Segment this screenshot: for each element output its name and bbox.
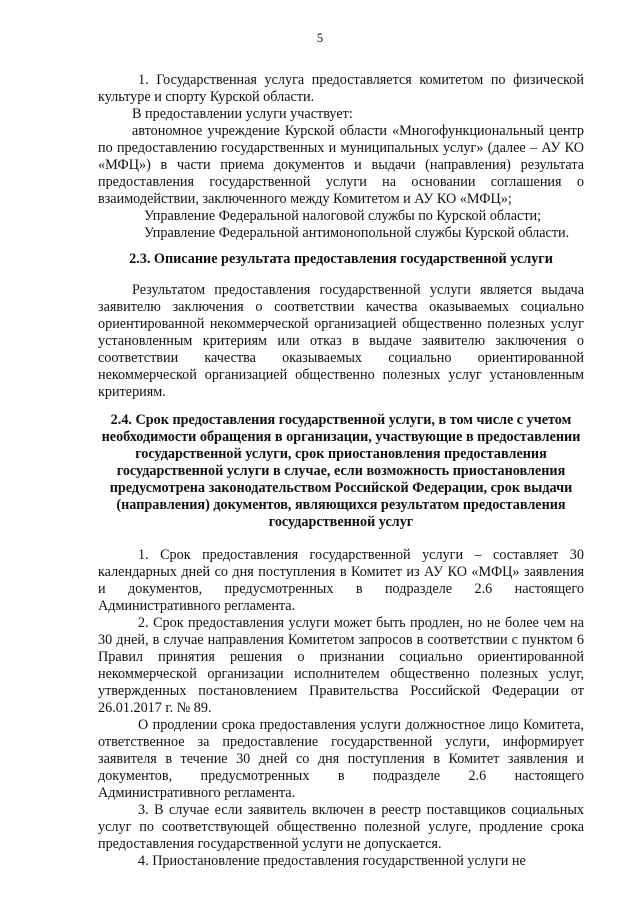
page-number: 5 xyxy=(316,31,324,45)
paragraph: В предоставлении услуги участвует: xyxy=(132,106,353,122)
paragraph: 1. Срок предоставления государственной услуги – составляет 30 календарных дней со дня поступления в Комитет из АУ КО «МФЦ» заявления и документов, предусмотренных в подразделе 2.6 настоящего Административного регламента. xyxy=(98,547,584,614)
section-heading: 2.3. Описание результата предоставления государственной услуги xyxy=(129,251,553,267)
paragraph: О продлении срока предоставления услуги должностное лицо Комитета, ответственное за предоставление государственной услуги, информирует заявителя в течение 30 дней со дня поступления в Комитет заявления и документов, предусмотренных в подразделе 2.6 настоящего Административного регламента. xyxy=(98,717,584,801)
paragraph: автономное учреждение Курской области «Многофункциональный центр по предоставлению государственных и муниципальных услуг» (далее – АУ КО «МФЦ») в части приема документов и выдачи (направления) результата предоставления государственной услуги на основании соглашения о взаимодействии, заключенного между Комитетом и АУ КО «МФЦ»; xyxy=(98,123,584,207)
section-2-3 xyxy=(98,251,584,401)
section-2-4 xyxy=(98,412,584,870)
paragraph: 1. Государственная услуга предоставляется комитетом по физической культуре и спорту Курской области. xyxy=(98,72,584,105)
section-1 xyxy=(98,72,584,242)
paragraph: Результатом предоставления государственной услуги является выдача заявителю заключения о соответствии качества оказываемых социально ориентированной некоммерческой организацией общественно полезных услуг установленным критериям или отказ в выдаче заявителю заключения о соответствии качества оказываемых социально ориентированной некоммерческой организацией общественно полезных услуг установленным критериям. xyxy=(98,282,584,400)
paragraph: 3. В случае если заявитель включен в реестр поставщиков социальных услуг по соответствующей общественно полезной услуге, продление срока предоставления государственной услуги не допускается. xyxy=(98,802,584,852)
paragraph: 4. Приостановление предоставления государственной услуги не xyxy=(138,853,526,869)
paragraph: Управление Федеральной антимонопольной службы Курской области. xyxy=(144,225,570,241)
section-heading: 2.4. Срок предоставления государственной услуги, в том числе с учетом необходимости обращения в организации, участвующие в предоставлении государственной услуги, срок приостановления предоставления государственной услуги в случае, если возможность приостановления предусмотрена законодательством Российской Федерации, срок выдачи (направления) документов, являющихся результатом предоставления государственной услуг xyxy=(101,412,581,530)
paragraph: 2. Срок предоставления услуги может быть продлен, но не более чем на 30 дней, в случае направления Комитетом запросов в соответствии с пунктом 6 Правил принятия решения о признании социально ориентированной некоммерческой организации исполнителем общественно полезных услуг, утвержденных постановлением Правительства Российской Федерации от 26.01.2017 г. № 89. xyxy=(98,615,584,716)
paragraph: Управление Федеральной налоговой службы по Курской области; xyxy=(144,208,542,224)
